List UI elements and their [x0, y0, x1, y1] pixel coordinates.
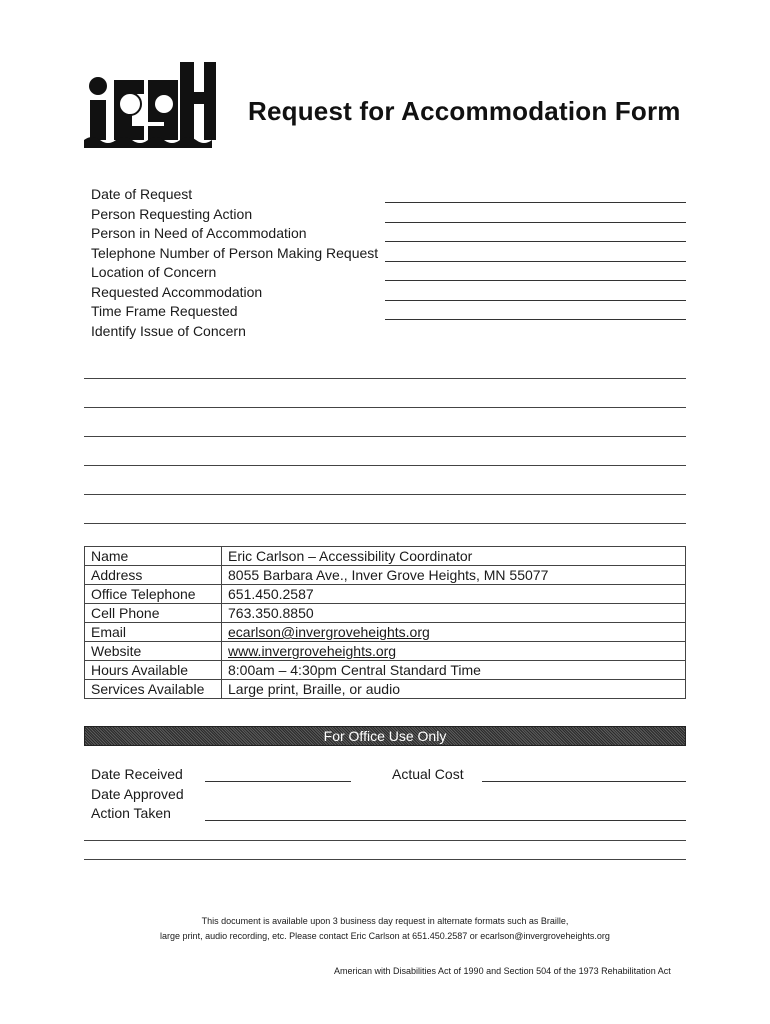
contact-key-office-telephone: Office Telephone	[85, 585, 222, 604]
contact-key-services: Services Available	[85, 680, 222, 699]
issue-line-1[interactable]	[84, 378, 686, 379]
label-telephone: Telephone Number of Person Making Request	[91, 245, 379, 261]
page-title: Request for Accommodation Form	[248, 96, 681, 126]
action-line-2[interactable]	[84, 840, 686, 841]
contact-value-address: 8055 Barbara Ave., Inver Grove Heights, MN 55077	[222, 566, 686, 585]
label-date-received: Date Received	[91, 766, 183, 782]
table-row	[85, 566, 686, 585]
contact-key-cell-phone: Cell Phone	[85, 604, 222, 623]
field-person-in-need[interactable]	[385, 241, 686, 242]
table-row	[85, 604, 686, 623]
footer-note-line-1: This document is available upon 3 business day request in alternate formats such as Braille,	[201, 916, 569, 926]
label-location: Location of Concern	[91, 264, 217, 280]
field-time-frame[interactable]	[385, 319, 686, 320]
contact-key-email: Email	[85, 623, 222, 642]
field-person-requesting[interactable]	[385, 222, 686, 223]
contact-value-hours: 8:00am – 4:30pm Central Standard Time	[222, 661, 686, 680]
contact-key-website: Website	[85, 642, 222, 661]
issue-line-6[interactable]	[84, 523, 686, 524]
label-issue: Identify Issue of Concern	[91, 323, 246, 339]
contact-key-name: Name	[85, 547, 222, 566]
field-date-of-request[interactable]	[385, 202, 686, 203]
issue-line-3[interactable]	[84, 436, 686, 437]
contact-value-cell-phone: 763.350.8850	[222, 604, 686, 623]
label-requested-accommodation: Requested Accommodation	[91, 284, 263, 300]
field-requested-accommodation[interactable]	[385, 300, 686, 301]
office-use-header	[84, 726, 686, 746]
issue-line-2[interactable]	[84, 407, 686, 408]
logo-tree-icon	[119, 93, 141, 115]
logo-i-stem	[90, 100, 106, 140]
city-logo	[84, 58, 216, 148]
table-row	[85, 623, 686, 642]
field-location[interactable]	[385, 280, 686, 281]
field-date-received[interactable]	[205, 781, 351, 782]
label-actual-cost: Actual Cost	[392, 766, 464, 782]
issue-line-5[interactable]	[84, 494, 686, 495]
table-row	[85, 661, 686, 680]
issue-line-4[interactable]	[84, 465, 686, 466]
contact-value-name: Eric Carlson – Accessibility Coordinator	[222, 547, 686, 566]
label-action-taken: Action Taken	[91, 805, 171, 821]
table-row	[85, 547, 686, 566]
contact-key-address: Address	[85, 566, 222, 585]
email-link[interactable]: ecarlson@invergroveheights.org	[228, 624, 430, 640]
table-row	[85, 585, 686, 604]
website-link[interactable]: www.invergroveheights.org	[228, 643, 397, 659]
footer-legal: American with Disabilities Act of 1990 and Section 504 of the 1973 Rehabilitation Act	[334, 966, 671, 976]
table-row	[85, 680, 686, 699]
logo-i-dot	[89, 77, 107, 95]
contact-value-office-telephone: 651.450.2587	[222, 585, 686, 604]
field-action-taken[interactable]	[205, 820, 686, 821]
contact-table	[84, 546, 686, 699]
action-line-3[interactable]	[84, 859, 686, 860]
contact-value-services: Large print, Braille, or audio	[222, 680, 686, 699]
office-use-label: For Office Use Only	[323, 728, 447, 744]
contact-key-hours: Hours Available	[85, 661, 222, 680]
label-time-frame: Time Frame Requested	[91, 303, 238, 319]
label-date-of-request: Date of Request	[91, 186, 193, 202]
table-row	[85, 642, 686, 661]
field-actual-cost[interactable]	[482, 781, 686, 782]
field-telephone[interactable]	[385, 261, 686, 262]
contact-value-email-cell	[222, 623, 686, 642]
label-person-requesting: Person Requesting Action	[91, 206, 253, 222]
contact-value-website-cell	[222, 642, 686, 661]
footer-note-line-2: large print, audio recording, etc. Please contact Eric Carlson at 651.450.2587 or ecarlson@invergroveheights.org	[160, 931, 610, 941]
label-date-approved: Date Approved	[91, 786, 184, 802]
label-person-in-need: Person in Need of Accommodation	[91, 225, 307, 241]
